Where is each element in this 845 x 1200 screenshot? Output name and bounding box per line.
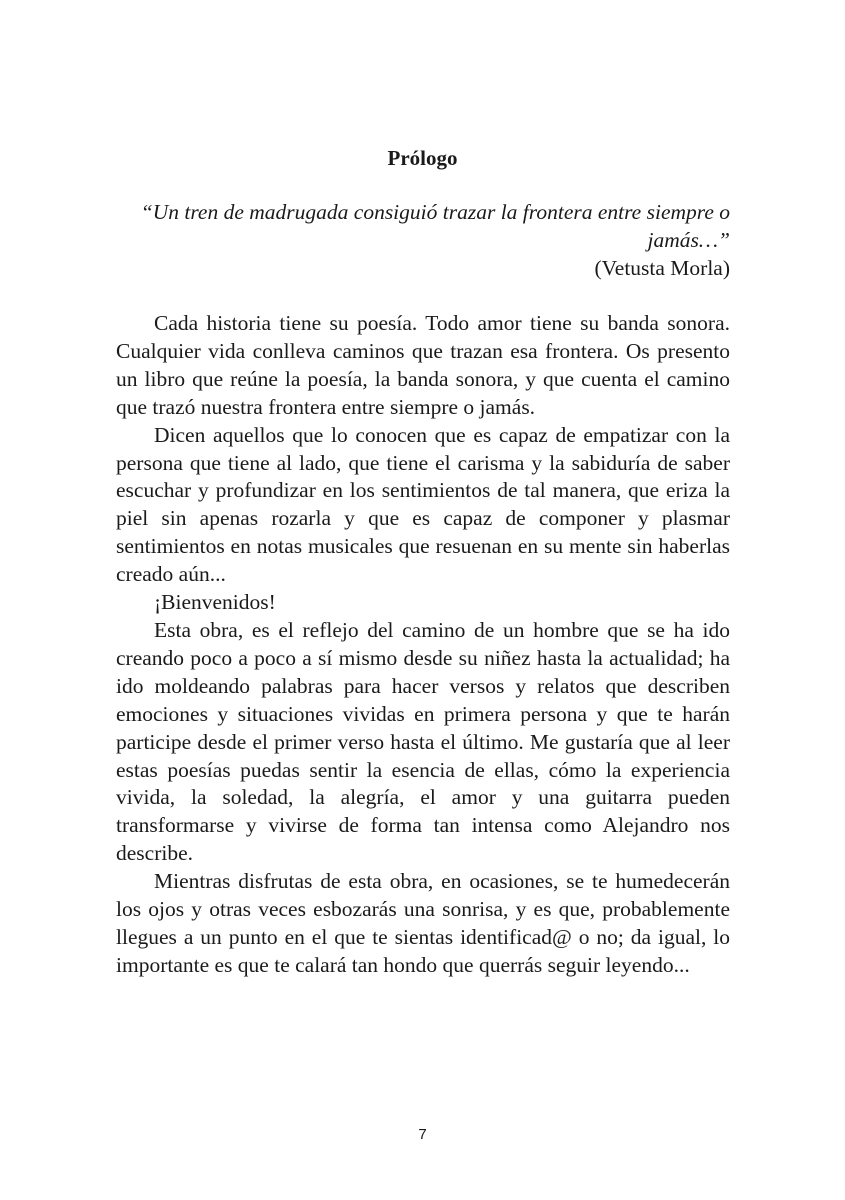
paragraph: Esta obra, es el reflejo del camino de un hombre que se ha ido creando poco a poco a sí mismo desde su niñez hasta la actualidad; ha ido moldeando palabras para hacer versos y relatos que describen emociones y situaciones vividas en primera persona y que te harán participe desde el primer verso hasta el último. Me gustaría que al leer estas poesías puedas sentir la esencia de ellas, cómo la experiencia vivida, la soledad, la alegría, el amor y una guitarra pueden transformarse y vivirse de forma tan intensa como Alejandro nos describe.	[116, 617, 730, 866]
paragraph: Dicen aquellos que lo conocen que es capaz de empatizar con la persona que tiene al lado, que tiene el carisma y la sabiduría de saber escuchar y profundizar en los sentimientos de tal manera, que eriza la piel sin apenas rozarla y que es capaz de componer y plasmar sentimientos en notas musicales que resuenan en su mente sin haberlas creado aún...	[116, 422, 730, 587]
epigraph	[116, 198, 730, 282]
page-number: 7	[418, 1126, 427, 1143]
epigraph-quote: “Un tren de madrugada consiguió trazar la frontera entre siempre o jamás…”	[140, 200, 730, 252]
prologue-body	[116, 310, 730, 980]
paragraph: Mientras disfrutas de esta obra, en ocasiones, se te humedecerán los ojos y otras veces esbozarás una sonrisa, y es que, probablemente llegues a un punto en el que te sientas identificad@ o no; da igual, lo importante es que te calará tan hondo que querrás seguir leyendo...	[116, 869, 730, 977]
paragraph: ¡Bienvenidos!	[154, 590, 276, 615]
paragraph: Cada historia tiene su poesía. Todo amor tiene su banda sonora. Cualquier vida conlleva caminos que trazan esa frontera. Os presento un libro que reúne la poesía, la banda sonora, y que cuenta el camino que trazó nuestra frontera entre siempre o jamás.	[116, 311, 730, 419]
page-title: Prólogo	[387, 146, 458, 170]
epigraph-author: (Vetusta Morla)	[594, 256, 730, 280]
